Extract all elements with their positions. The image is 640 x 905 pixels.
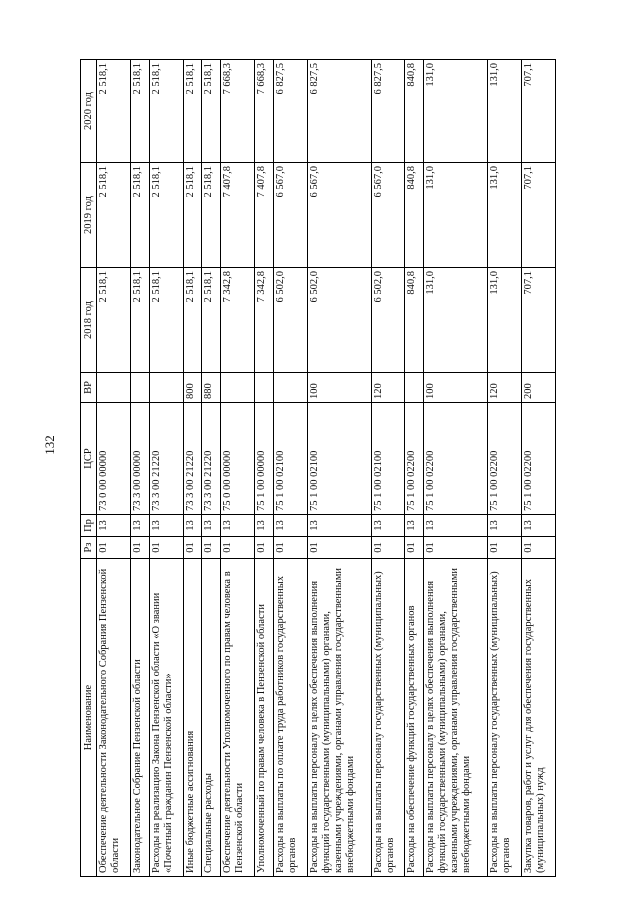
row-2020: 2 518,1 xyxy=(202,60,221,163)
row-2018: 840,8 xyxy=(405,268,424,373)
budget-table xyxy=(80,59,556,877)
row-name: Расходы на реализацию Закона Пензенской области «О звании «Почетный гражданин Пензенской области» xyxy=(149,559,183,877)
row-2019: 2 518,1 xyxy=(202,163,221,268)
row-2018: 6 502,0 xyxy=(307,268,371,373)
row-csr: 75 0 00 00000 xyxy=(221,403,255,515)
row-rz: 01 xyxy=(202,537,221,559)
row-csr: 73 0 00 00000 xyxy=(97,403,131,515)
row-csr: 75 1 00 00000 xyxy=(254,403,273,515)
row-2020: 131,0 xyxy=(488,60,522,163)
rotated-page xyxy=(80,60,556,877)
row-name: Расходы на выплаты персоналу государственных (муниципальных) органов xyxy=(371,559,405,877)
table-row xyxy=(183,60,202,877)
row-rz: 01 xyxy=(149,537,183,559)
header-name: Наименование xyxy=(81,559,97,877)
row-2020: 7 668,3 xyxy=(221,60,255,163)
row-rz: 01 xyxy=(273,537,307,559)
row-2018: 7 342,8 xyxy=(221,268,255,373)
row-2018: 2 518,1 xyxy=(130,268,149,373)
row-vr: 800 xyxy=(183,373,202,403)
row-vr xyxy=(97,373,131,403)
row-2019: 2 518,1 xyxy=(130,163,149,268)
row-pr: 13 xyxy=(149,515,183,537)
row-2019: 2 518,1 xyxy=(97,163,131,268)
row-2019: 707,1 xyxy=(522,163,556,268)
row-2019: 2 518,1 xyxy=(149,163,183,268)
table-row xyxy=(405,60,424,877)
row-csr: 75 1 00 02100 xyxy=(371,403,405,515)
table-row xyxy=(488,60,522,877)
row-vr xyxy=(254,373,273,403)
row-rz: 01 xyxy=(130,537,149,559)
row-csr: 73 3 00 21220 xyxy=(183,403,202,515)
row-csr: 75 1 00 02200 xyxy=(522,403,556,515)
row-vr: 120 xyxy=(371,373,405,403)
row-pr: 13 xyxy=(522,515,556,537)
row-vr: 100 xyxy=(307,373,371,403)
row-2019: 840,8 xyxy=(405,163,424,268)
row-2020: 6 827,5 xyxy=(371,60,405,163)
row-vr: 880 xyxy=(202,373,221,403)
row-2018: 2 518,1 xyxy=(183,268,202,373)
row-2020: 2 518,1 xyxy=(130,60,149,163)
table-header-row xyxy=(81,60,97,877)
table-row xyxy=(424,60,488,877)
page-number: 132 xyxy=(42,435,57,455)
row-vr xyxy=(130,373,149,403)
row-2020: 2 518,1 xyxy=(183,60,202,163)
row-pr: 13 xyxy=(273,515,307,537)
row-2020: 707,1 xyxy=(522,60,556,163)
row-2019: 6 567,0 xyxy=(273,163,307,268)
row-name: Закупка товаров, работ и услуг для обеспечения государственных (муниципальных) нужд xyxy=(522,559,556,877)
table-row xyxy=(522,60,556,877)
row-2018: 7 342,8 xyxy=(254,268,273,373)
row-name: Расходы на выплаты по оплате труда работников государственных органов xyxy=(273,559,307,877)
header-2020: 2020 год xyxy=(81,60,97,163)
row-rz: 01 xyxy=(307,537,371,559)
row-name: Расходы на обеспечение функций государственных органов xyxy=(405,559,424,877)
row-2018: 6 502,0 xyxy=(371,268,405,373)
table-row xyxy=(307,60,371,877)
row-2019: 131,0 xyxy=(424,163,488,268)
row-name: Специальные расходы xyxy=(202,559,221,877)
row-2018: 2 518,1 xyxy=(97,268,131,373)
header-csr: ЦСР xyxy=(81,403,97,515)
row-pr: 13 xyxy=(183,515,202,537)
row-pr: 13 xyxy=(424,515,488,537)
row-pr: 13 xyxy=(371,515,405,537)
table-row xyxy=(273,60,307,877)
row-name: Обеспечение деятельности Законодательного Собрания Пензенской области xyxy=(97,559,131,877)
row-vr: 200 xyxy=(522,373,556,403)
row-2020: 2 518,1 xyxy=(97,60,131,163)
row-2020: 840,8 xyxy=(405,60,424,163)
row-2019: 6 567,0 xyxy=(307,163,371,268)
row-2018: 131,0 xyxy=(424,268,488,373)
row-pr: 13 xyxy=(405,515,424,537)
row-2019: 7 407,8 xyxy=(221,163,255,268)
row-vr: 120 xyxy=(488,373,522,403)
header-rz: Рз xyxy=(81,537,97,559)
table-row xyxy=(254,60,273,877)
row-name: Расходы на выплаты персоналу государственных (муниципальных) органов xyxy=(488,559,522,877)
row-2019: 6 567,0 xyxy=(371,163,405,268)
row-2018: 2 518,1 xyxy=(202,268,221,373)
row-name: Обеспечение деятельности Уполномоченного по правам человека в Пензенской области xyxy=(221,559,255,877)
header-2018: 2018 год xyxy=(81,268,97,373)
row-pr: 13 xyxy=(202,515,221,537)
header-vr: ВР xyxy=(81,373,97,403)
row-pr: 13 xyxy=(97,515,131,537)
row-rz: 01 xyxy=(424,537,488,559)
row-csr: 73 3 00 21220 xyxy=(202,403,221,515)
row-pr: 13 xyxy=(254,515,273,537)
row-rz: 01 xyxy=(183,537,202,559)
table-row xyxy=(371,60,405,877)
table-row xyxy=(130,60,149,877)
header-2019: 2019 год xyxy=(81,163,97,268)
row-rz: 01 xyxy=(371,537,405,559)
row-pr: 13 xyxy=(307,515,371,537)
row-vr xyxy=(149,373,183,403)
row-pr: 13 xyxy=(130,515,149,537)
row-2020: 6 827,5 xyxy=(307,60,371,163)
row-vr xyxy=(221,373,255,403)
row-rz: 01 xyxy=(254,537,273,559)
row-name: Расходы на выплаты персоналу в целях обеспечения выполнения функций государственными (муниципальными) органами, казенными учреждениями, органами управления государственными внебюджетными фондами xyxy=(307,559,371,877)
row-vr xyxy=(405,373,424,403)
row-rz: 01 xyxy=(97,537,131,559)
row-pr: 13 xyxy=(488,515,522,537)
row-2018: 6 502,0 xyxy=(273,268,307,373)
row-csr: 75 1 00 02200 xyxy=(488,403,522,515)
row-name: Уполномоченный по правам человека в Пензенской области xyxy=(254,559,273,877)
header-pr: Пр xyxy=(81,515,97,537)
table-row xyxy=(221,60,255,877)
row-rz: 01 xyxy=(488,537,522,559)
row-name: Расходы на выплаты персоналу в целях обеспечения выполнения функций государственными (муниципальными) органами, казенными учреждениями, органами управления государственными внебюджетными фондами xyxy=(424,559,488,877)
row-csr: 75 1 00 02100 xyxy=(307,403,371,515)
table-row xyxy=(97,60,131,877)
row-csr: 73 3 00 21220 xyxy=(149,403,183,515)
row-2018: 707,1 xyxy=(522,268,556,373)
row-csr: 75 1 00 02200 xyxy=(405,403,424,515)
row-2020: 7 668,3 xyxy=(254,60,273,163)
row-rz: 01 xyxy=(405,537,424,559)
row-2019: 131,0 xyxy=(488,163,522,268)
row-vr xyxy=(273,373,307,403)
table-row xyxy=(149,60,183,877)
row-vr: 100 xyxy=(424,373,488,403)
table-body xyxy=(97,60,556,877)
table-row xyxy=(202,60,221,877)
row-pr: 13 xyxy=(221,515,255,537)
row-2018: 2 518,1 xyxy=(149,268,183,373)
row-2020: 2 518,1 xyxy=(149,60,183,163)
row-2018: 131,0 xyxy=(488,268,522,373)
row-rz: 01 xyxy=(522,537,556,559)
row-2019: 7 407,8 xyxy=(254,163,273,268)
row-csr: 75 1 00 02100 xyxy=(273,403,307,515)
row-csr: 73 3 00 00000 xyxy=(130,403,149,515)
row-name: Законодательное Собрание Пензенской области xyxy=(130,559,149,877)
row-2019: 2 518,1 xyxy=(183,163,202,268)
row-name: Иные бюджетные ассигнования xyxy=(183,559,202,877)
row-csr: 75 1 00 02200 xyxy=(424,403,488,515)
row-2020: 131,0 xyxy=(424,60,488,163)
row-rz: 01 xyxy=(221,537,255,559)
row-2020: 6 827,5 xyxy=(273,60,307,163)
